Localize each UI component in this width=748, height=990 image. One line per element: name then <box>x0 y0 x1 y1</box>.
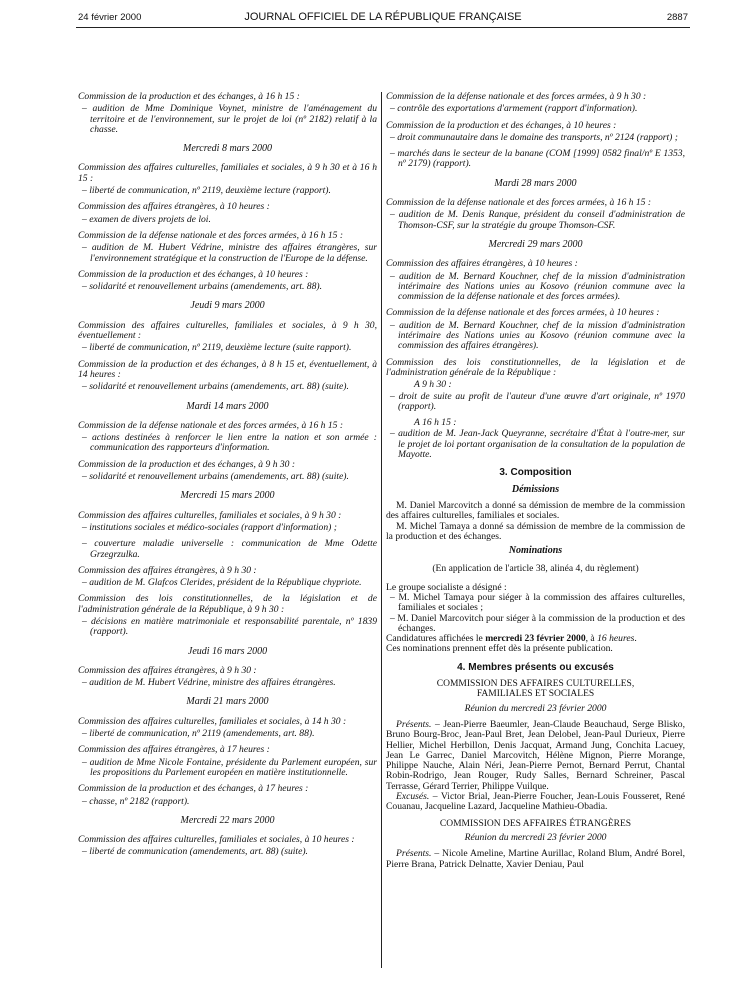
session-date: Mercredi 22 mars 2000 <box>180 814 275 826</box>
commission-caps-heading: COMMISSION DES AFFAIRES CULTURELLES, <box>436 679 635 690</box>
column-divider <box>381 92 382 968</box>
commission-heading: Commission des lois constitutionnelles, de la législation et de l'administration générale de la République : <box>386 356 685 378</box>
agenda-item: – audition de M. Denis Ranque, président du conseil d'administration de Thomson-CSF, sur la stratégie du groupe Thomson-CSF. <box>390 209 685 231</box>
agenda-item: – institutions sociales et médico-sociales (rapport d'information) ; <box>82 521 337 533</box>
commission-heading: Commission des affaires culturelles, familiales et sociales, à 9 h 30 : <box>78 509 342 521</box>
agenda-item: – liberté de communication (amendements, art. 88) (suite). <box>82 846 308 858</box>
commission-heading: Commission des affaires culturelles, familiales et sociales, à 9 h 30, éventuellement : <box>78 319 377 342</box>
agenda-item: – décisions en matière matrimoniale et responsabilité parentale, nº 1839 (rapport). <box>82 615 377 638</box>
agenda-item: – marchés dans le secteur de la banane (COM [1999] 0582 final/nº E 1353, nº 2179) (rapport). <box>390 148 685 170</box>
commission-heading: Commission de la production et des échanges, à 10 heures : <box>78 268 309 280</box>
commission-heading: Commission de la défense nationale et des forces armées, à 16 h 15 : <box>78 229 344 241</box>
session-date: Mercredi 29 mars 2000 <box>488 238 583 250</box>
time-subheading: A 16 h 15 : <box>414 417 457 429</box>
paragraph: Le groupe socialiste a désigné : <box>386 581 507 593</box>
agenda-item: – audition de M. Hubert Védrine, ministre des affaires étrangères, sur l'environnement stratégique et la construction de l'Europe de la défense. <box>82 242 377 264</box>
candidatures-prefix: Candidatures affichées le <box>386 633 486 645</box>
agenda-item: – examen de divers projets de loi. <box>82 213 211 225</box>
subsection-title: Nominations <box>508 545 563 557</box>
agenda-item: – liberté de communication, nº 2119 (amendements, art. 88). <box>82 728 315 740</box>
commission-heading: Commission de la production et des échanges, à 16 h 15 : <box>78 91 300 102</box>
attendance-names: – Victor Brial, Jean-Pierre Foucher, Jean-Louis Fousseret, René Couanau, Jacqueline Lazard, Jacqueline Mathieu-Obadia. <box>386 791 685 813</box>
agenda-item: – audition de Mme Dominique Voynet, ministre de l'aménagement du territoire et de l'environnement, sur le projet de loi (nº 2182) relatif à la chasse. <box>82 103 377 135</box>
designation-item: – M. Daniel Marcovitch pour siéger à la commission de la production et des échanges. <box>390 612 685 634</box>
header-rule <box>76 27 690 28</box>
commission-heading: Commission de la production et des échanges, à 9 h 30 : <box>78 458 296 470</box>
paragraph: Ces nominations prennent effet dès la présente publication. <box>386 643 613 655</box>
agenda-item: – droit communautaire dans le domaine des transports, nº 2124 (rapport) ; <box>390 131 678 143</box>
commission-heading: Commission des lois constitutionnelles, de la législation et de l'administration générale de la République, à 9 h 30 : <box>78 593 377 615</box>
commission-heading: Commission de la production et des échanges, à 17 heures : <box>78 783 309 795</box>
candidatures-mid: , à <box>585 633 598 645</box>
attendance-paragraph <box>386 720 685 792</box>
candidatures-suffix: . <box>634 633 637 645</box>
journal-title: JOURNAL OFFICIEL DE LA RÉPUBLIQUE FRANÇAISE <box>244 11 522 23</box>
commission-heading: Commission des affaires culturelles, familiales et sociales, à 10 heures : <box>78 834 355 846</box>
session-date: Jeudi 16 mars 2000 <box>187 645 268 657</box>
section-title: 4. Membres présents ou excusés <box>457 661 614 673</box>
commission-heading: Commission des affaires culturelles, familiales et sociales, à 14 h 30 : <box>78 715 347 727</box>
attendance-names: – Jean-Pierre Baeumler, Jean-Claude Beauchaud, Serge Blisko, Bruno Bourg-Broc, Jean-Paul Bret, Jean Delobel, Jean-Paul Durieux, Pierre Hellier, Michel Herbillon, Denis Jacquat, Armand Jung, Conchita Lacuey, Jean Le Garrec, Daniel Marcovitch, Hélène Mignon, Pierre Morange, Philippe Nauche, Alain Néri, Jean-Pierre Pernot, Bernard Perrut, Chantal Robin-Rodrigo, Jean Rouger, Rudy Salles, Bernard Schreiner, Pascal Terrasse, Gérard Terrier, Philippe Vuilque. <box>386 718 685 792</box>
subsection-title: Démissions <box>511 483 560 495</box>
header-date: 24 février 2000 <box>78 12 142 23</box>
agenda-item: – audition de M. Jean-Jack Queyranne, secrétaire d'État à l'outre-mer, sur le projet de loi portant organisation de la consultation de la population de Mayotte. <box>390 428 685 461</box>
agenda-item: – audition de M. Glafcos Clerides, président de la République chypriote. <box>82 577 362 589</box>
agenda-item: – solidarité et renouvellement urbains (amendements, art. 88) (suite). <box>82 381 349 393</box>
running-header <box>78 10 688 26</box>
agenda-item: – liberté de communication, nº 2119, deuxième lecture (suite rapport). <box>82 342 352 354</box>
commission-heading: Commission des affaires étrangères, à 9 h 30 : <box>78 664 257 676</box>
attendance-label: Présents. <box>396 718 432 730</box>
commission-heading: Commission de la défense nationale et des forces armées, à 9 h 30 : <box>386 91 647 102</box>
attendance-label: Présents. <box>396 848 432 860</box>
attendance-paragraph <box>386 792 685 813</box>
agenda-item: – chasse, nº 2182 (rapport). <box>82 795 190 807</box>
agenda-item: – couverture maladie universelle : communication de Mme Odette Grzegrzulka. <box>82 538 377 560</box>
agenda-item: – droit de suite au profit de l'auteur d'une œuvre d'art originale, nº 1970 (rapport). <box>390 390 685 412</box>
commission-heading: Commission de la défense nationale et des forces armées, à 16 h 15 : <box>78 419 344 431</box>
time-subheading: A 9 h 30 : <box>414 379 452 391</box>
page-number: 2887 <box>666 12 688 23</box>
agenda-item: – liberté de communication, nº 2119, deuxième lecture (rapport). <box>82 185 331 197</box>
session-date: Jeudi 9 mars 2000 <box>190 300 265 312</box>
commission-caps-heading: COMMISSION DES AFFAIRES ÉTRANGÈRES <box>439 818 632 829</box>
commission-heading: Commission de la production et des échanges, à 10 heures : <box>386 119 617 131</box>
session-date: Mercredi 8 mars 2000 <box>183 143 272 155</box>
agenda-item: – actions destinées à renforcer le lien entre la nation et son armée : communication des rapporteurs d'information. <box>82 432 377 454</box>
commission-heading: Commission de la défense nationale et des forces armées, à 10 heures : <box>386 307 660 319</box>
left-column <box>78 92 377 864</box>
section-title: 3. Composition <box>499 467 572 479</box>
agenda-item: – contrôle des exportations d'armement (rapport d'information). <box>390 103 638 115</box>
agenda-item: – audition de Mme Nicole Fontaine, présidente du Parlement européen, sur les propositions du Parlement européen en matière institutionnelle. <box>82 756 377 778</box>
commission-heading: Commission des affaires étrangères, à 17 heures : <box>78 744 270 756</box>
commission-heading: Commission des affaires étrangères, à 9 h 30 : <box>78 564 257 576</box>
attendance-paragraph <box>386 849 685 870</box>
designation-item: – M. Michel Tamaya pour siéger à la commission des affaires culturelles, familiales et sociales ; <box>390 591 685 614</box>
attendance-names: – Nicole Ameline, Martine Aurillac, Roland Blum, André Borel, Pierre Brana, Patrick Delnatte, Xavier Deniau, Paul <box>386 848 685 870</box>
meeting-date: Réunion du mercredi 23 février 2000 <box>464 702 607 714</box>
commission-heading: Commission des affaires culturelles, familiales et sociales, à 9 h 30 et à 16 h 15 : <box>78 162 377 184</box>
centered-note: (En application de l'article 38, alinéa 4, du règlement) <box>432 563 639 575</box>
session-date: Mardi 28 mars 2000 <box>494 177 577 189</box>
session-date: Mercredi 15 mars 2000 <box>180 490 275 502</box>
right-column <box>386 92 685 870</box>
commission-caps-heading: FAMILIALES ET SOCIALES <box>476 689 595 700</box>
commission-heading: Commission de la défense nationale et des forces armées, à 16 h 15 : <box>386 197 652 209</box>
commission-heading: Commission des affaires étrangères, à 10 heures : <box>386 258 578 270</box>
paragraph: M. Michel Tamaya a donné sa démission de membre de la commission de la production et des échanges. <box>386 520 685 542</box>
agenda-item: – audition de M. Bernard Kouchner, chef de la mission d'administration intérimaire des Nations unies au Kosovo (réunion commune avec la commission des affaires étrangères). <box>390 319 685 352</box>
agenda-item: – audition de M. Bernard Kouchner, chef de la mission d'administration intérimaire des Nations unies au Kosovo (réunion commune avec la commission de la défense nationale et des forces armées). <box>390 270 685 303</box>
commission-heading: Commission de la production et des échanges, à 8 h 15 et, éventuellement, à 14 heures : <box>78 358 377 380</box>
agenda-item: – solidarité et renouvellement urbains (amendements, art. 88) (suite). <box>82 471 349 483</box>
session-date: Mardi 21 mars 2000 <box>186 696 269 708</box>
attendance-label: Excusés. <box>396 791 430 803</box>
session-date: Mardi 14 mars 2000 <box>186 400 269 412</box>
meeting-date: Réunion du mercredi 23 février 2000 <box>464 831 607 843</box>
candidatures-time: 16 heures <box>597 633 635 645</box>
agenda-item: – audition de M. Hubert Védrine, ministre des affaires étrangères. <box>82 677 336 689</box>
agenda-item: – solidarité et renouvellement urbains (amendements, art. 88). <box>82 281 322 293</box>
commission-heading: Commission des affaires étrangères, à 10 heures : <box>78 201 270 213</box>
candidatures-date: mercredi 23 février 2000 <box>485 633 586 645</box>
paragraph: M. Daniel Marcovitch a donné sa démission de membre de la commission des affaires culturelles, familiales et sociales. <box>386 499 685 522</box>
